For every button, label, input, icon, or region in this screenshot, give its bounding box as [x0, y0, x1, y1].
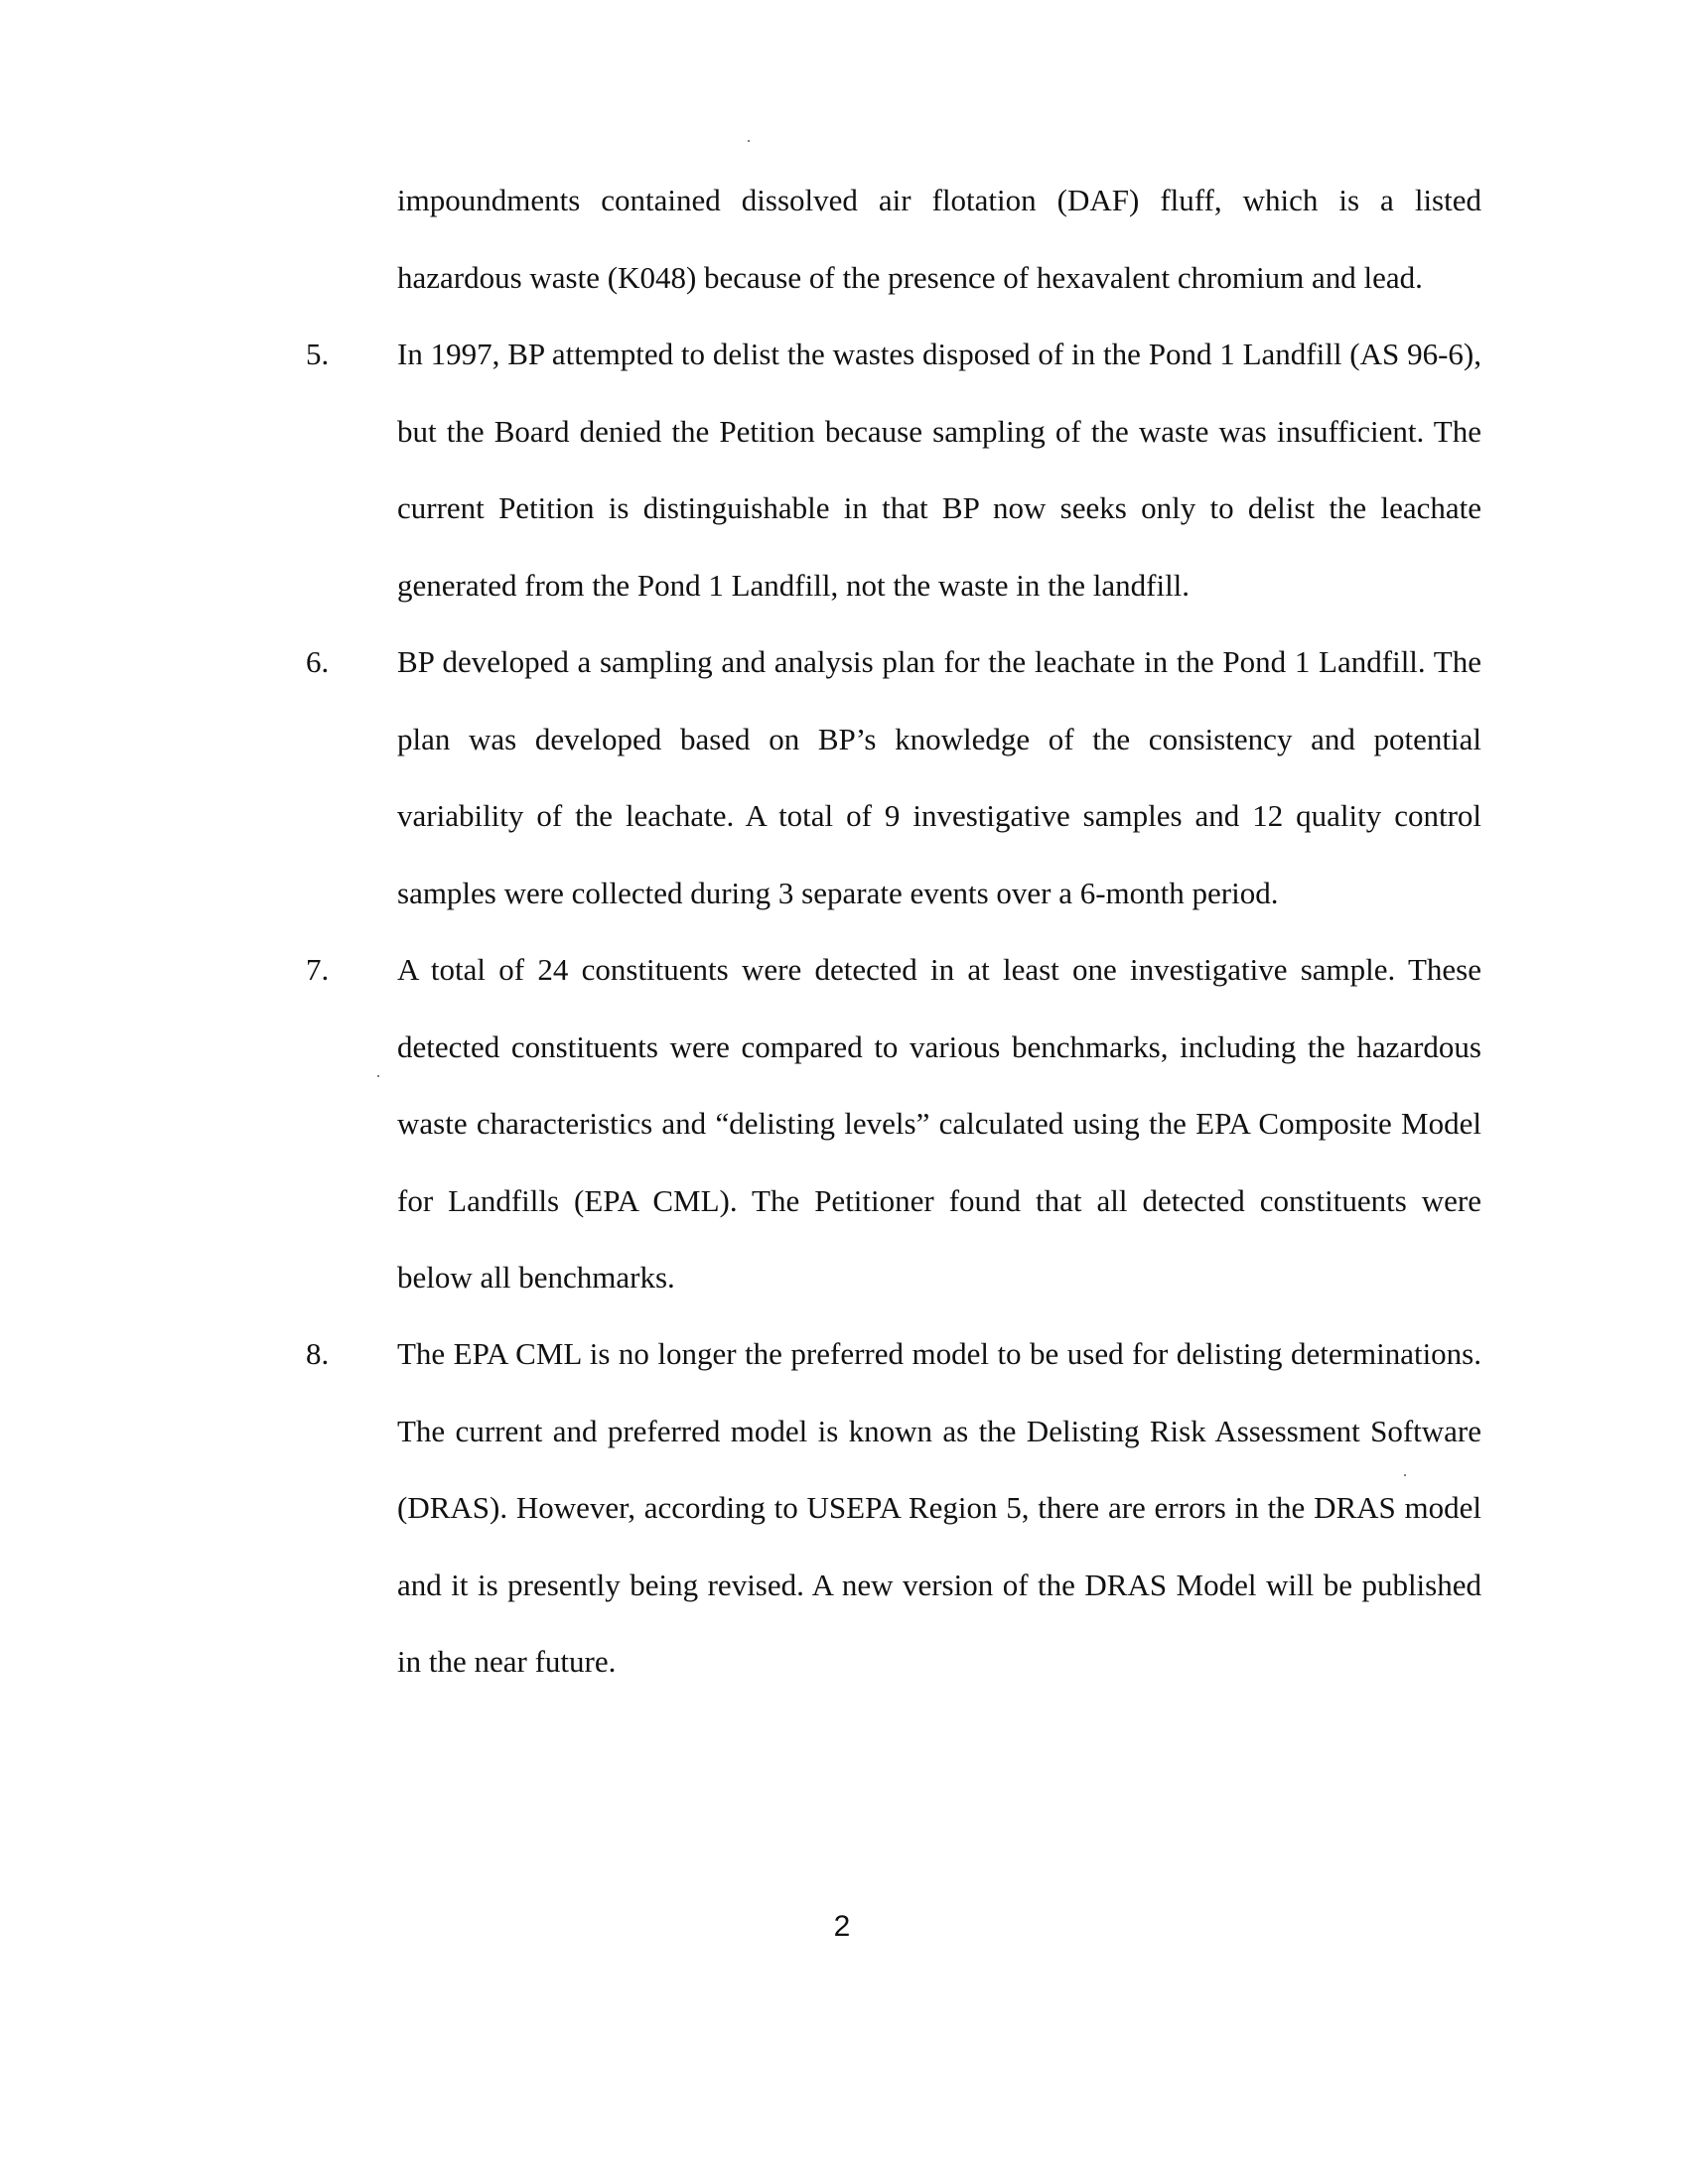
- paragraph-number: 5.: [306, 337, 330, 371]
- paragraph-text: The EPA CML is no longer the preferred model to be used for delisting determinations. The current and preferred model is known as the Delisting Risk Assessment Software (DRAS). However, according to USEPA Region 5, there are errors in the DRAS model and it is presently being revised. A new version of the DRAS Model will be published in the near future.: [397, 1336, 1481, 1679]
- paragraph-number: 8.: [306, 1336, 330, 1371]
- page-number: 2: [833, 1910, 851, 1943]
- paragraph-text: impoundments contained dissolved air flotation (DAF) fluff, which is a listed hazardous waste (K048) because of the presence of hexavalent chromium and lead.: [397, 183, 1481, 295]
- scan-speck: [1404, 1474, 1406, 1476]
- scan-speck: [377, 1075, 379, 1077]
- scan-speck: [748, 140, 750, 142]
- paragraph-text: In 1997, BP attempted to delist the wastes disposed of in the Pond 1 Landfill (AS 96-6), but the Board denied the Petition because sampling of the waste was insufficient. The current Petition is distinguishable in that BP now seeks only to delist the leachate generated from the Pond 1 Landfill, not the waste in the landfill.: [397, 337, 1481, 603]
- paragraph-number: 7.: [306, 952, 330, 987]
- paragraph-text: BP developed a sampling and analysis plan for the leachate in the Pond 1 Landfill. The plan was developed based on BP’s knowledge of the consistency and potential variability of the leachate. A total of 9 investigative samples and 12 quality control samples were collected during 3 separate events over a 6-month period.: [397, 644, 1481, 910]
- paragraph-number: 6.: [306, 644, 330, 679]
- paragraph-text: A total of 24 constituents were detected in at least one investigative sample. These detected constituents were compared to various benchmarks, including the hazardous waste characteristics and “delisting levels” calculated using the EPA Composite Model for Landfills (EPA CML). The Petitioner found that all detected constituents were below all benchmarks.: [397, 952, 1481, 1295]
